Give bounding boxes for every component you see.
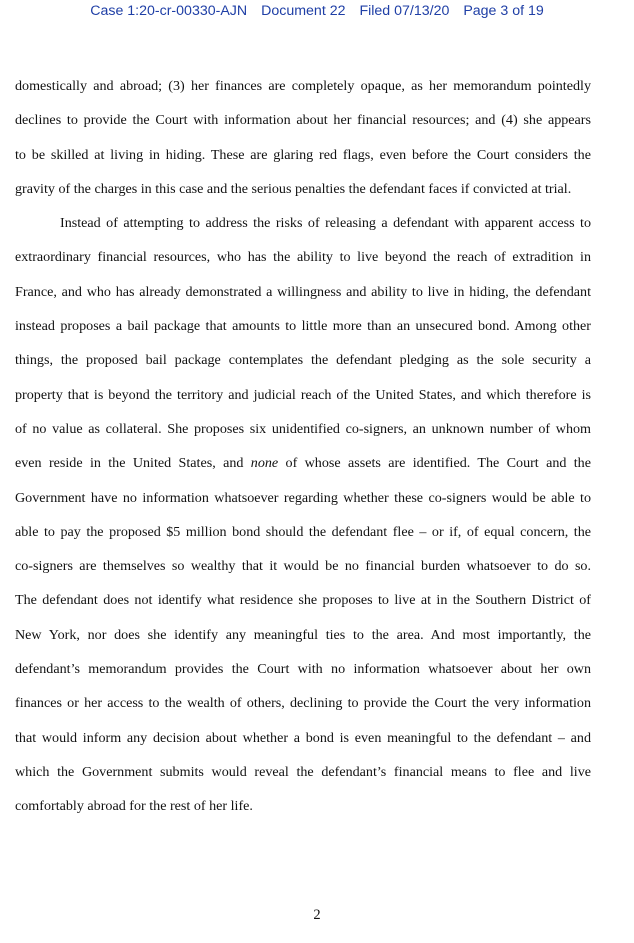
text-line: The defendant does not identify what residence she proposes to live at in the Southern District of [15,592,591,609]
text-line [15,446,591,480]
text-line: finances or her access to the wealth of others, declining to provide the Court the very information [15,695,591,712]
text-line: of no value as collateral. She proposes six unidentified co-signers, an unknown number of whom [15,420,591,437]
text-line: to be skilled at living in hiding. These are glaring red flags, even before the Court considers the [15,146,591,163]
text-line: gravity of the charges in this case and the serious penalties the defendant faces if convicted at trial. [15,180,572,197]
text-line: co-signers are themselves so wealthy that it would be no financial burden whatsoever to do so. [15,558,591,575]
text-line: New York, nor does she identify any meaningful ties to the area. And most importantly, the [15,626,591,643]
page-of-total: Page 3 of 19 [463,3,544,19]
paragraph-1 [15,69,591,206]
text-line: extraordinary financial resources, who has the ability to live beyond the reach of extradition in [15,249,591,266]
document-number: Document 22 [261,3,346,19]
text-line: domestically and abroad; (3) her finances are completely opaque, as her memorandum pointedly [15,78,591,94]
text-line: defendant’s memorandum provides the Court with no information whatsoever about her own [15,661,591,678]
text-line: Instead of attempting to address the risks of releasing a defendant with apparent access to [60,215,591,232]
case-number: Case 1:20-cr-00330-AJN [90,3,248,19]
paragraph-2 [15,206,591,823]
text-line: instead proposes a bail package that amounts to little more than an unsecured bond. Among other [15,318,591,335]
text-line: which the Government submits would reveal the defendant’s financial means to flee and live [15,763,591,780]
text-line: that would inform any decision about whether a bond is even meaningful to the defendant – and [15,729,591,746]
text-line: things, the proposed bail package contemplates the defendant pledging as the sole security a [15,352,591,369]
filing-header [0,3,634,19]
page-number: 2 [313,907,321,923]
text-fragment: even reside in the United States, and [15,455,251,472]
text-line: able to pay the proposed $5 million bond should the defendant flee – or if, of equal concern, the [15,523,591,540]
text-line: declines to provide the Court with information about her financial resources; and (4) she appears [15,112,591,129]
text-line: comfortably abroad for the rest of her life. [15,798,253,815]
text-line: property that is beyond the territory and judicial reach of the United States, and which therefore is [15,386,591,403]
document-body [15,69,591,824]
text-fragment: of whose assets are identified. The Court and the [278,455,591,472]
filed-date: Filed 07/13/20 [359,3,450,19]
text-line: France, and who has already demonstrated a willingness and ability to live in hiding, the defendant [15,283,591,300]
text-line: Government have no information whatsoever regarding whether these co-signers would be able to [15,489,591,506]
emphasis-none: none [250,455,279,472]
